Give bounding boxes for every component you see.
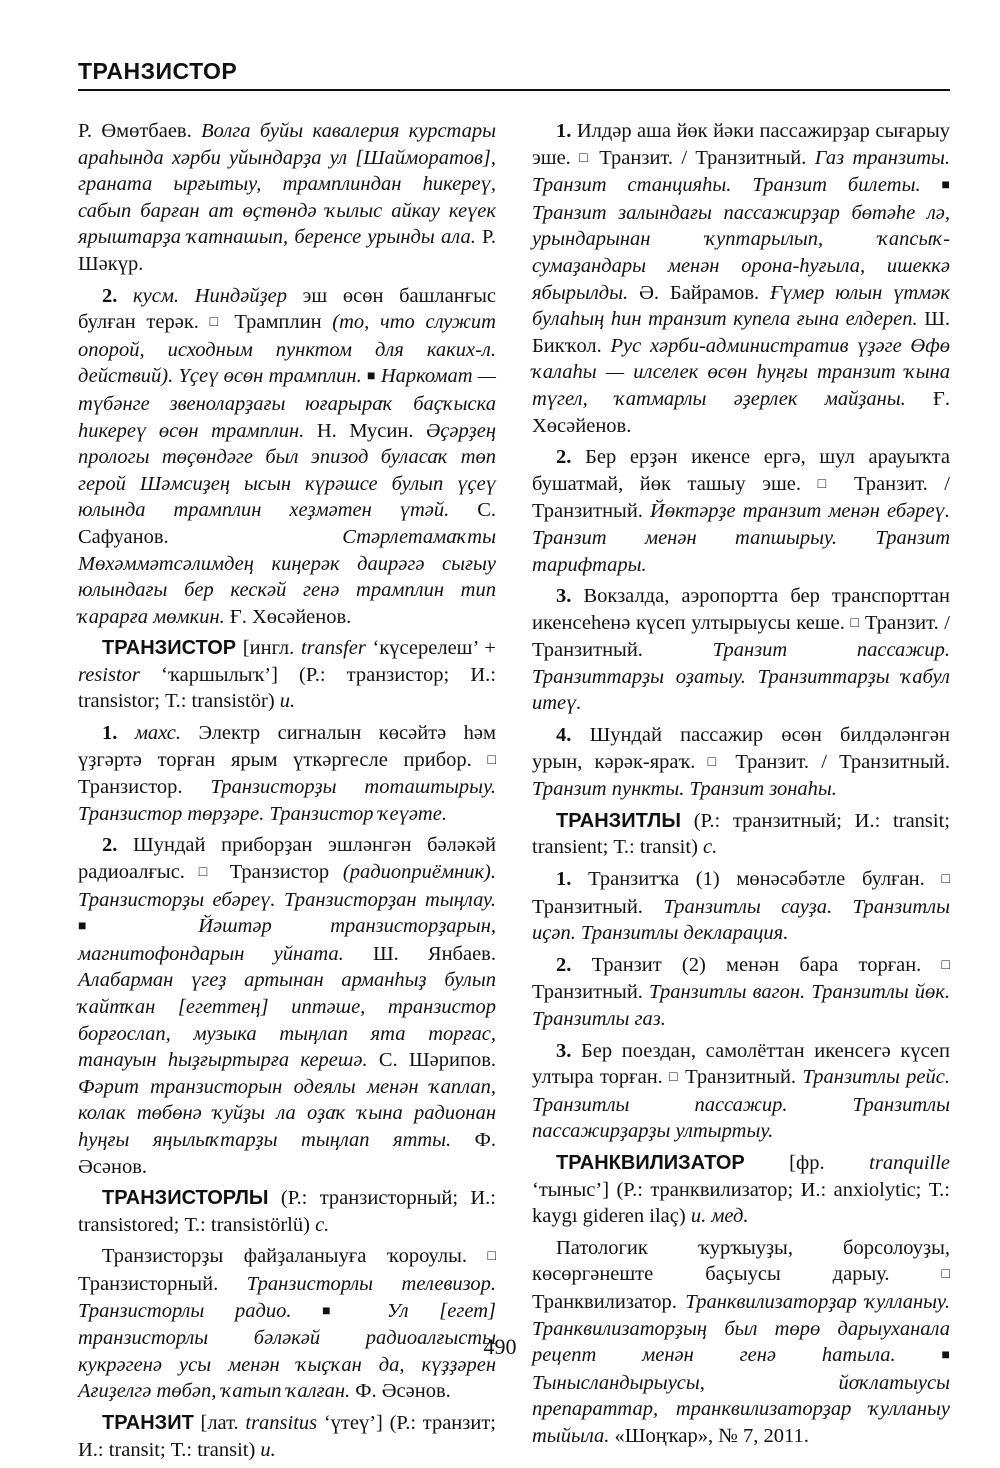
text-run: Транзитный. bbox=[532, 895, 664, 918]
square-marker-icon: □ bbox=[707, 754, 724, 770]
text-run: ‘үтеү’] (Р.: транзит; И.: transit; Т.: transit) bbox=[78, 1411, 497, 1461]
sense-tranzitly-2 bbox=[532, 952, 950, 1033]
text-run: ТРАНКВИЛИЗАТОР bbox=[556, 1151, 745, 1174]
text-run: Электр сигналын көсәйтә һәм үҙгәртә торған ярым үткәргесле прибор. bbox=[78, 722, 496, 771]
text-run: Транзисторный. bbox=[78, 1272, 247, 1295]
text-run: Әҫәрҙең прологы тө bbox=[78, 419, 497, 469]
text-run: 2. bbox=[102, 284, 134, 307]
entry-trampolin-citation bbox=[78, 118, 496, 278]
square-marker-icon: □ bbox=[941, 957, 950, 973]
text-run: ТРАНЗИТ bbox=[102, 1411, 194, 1434]
text-run: Трамплин bbox=[223, 311, 333, 334]
text-run: Бер поездан, самолёттан икенсегә күсеп ултыра торған. bbox=[532, 1039, 950, 1089]
text-run: [фр. bbox=[744, 1151, 870, 1174]
text-run: Шундай пассажир өсөн билдәләнгән урын, кәрәк-яраҡ. bbox=[532, 724, 950, 773]
text-run bbox=[140, 915, 198, 937]
sense-tranzistorly bbox=[78, 1243, 496, 1405]
text-run: 1. bbox=[556, 868, 589, 891]
headword-tranzitly bbox=[532, 808, 950, 861]
text-run: Вокзалда, аэропортта бер транспорттан икенсеһенә күсеп ултырыусы кеше. bbox=[532, 585, 950, 634]
sense-tranzitly-3 bbox=[532, 1038, 950, 1145]
text-run bbox=[921, 174, 942, 196]
text-run: Р. Өмөтбаев. bbox=[78, 120, 202, 142]
black-square-marker-icon: ■ bbox=[941, 1348, 950, 1364]
text-run: Р. Шәкүр. bbox=[78, 226, 496, 275]
headword-trankvilizator bbox=[532, 1150, 950, 1230]
text-run: (то, что служит опорой, исходным пунктом для каких-л. действий). Үҫеү өсөн трамплин. bbox=[78, 311, 496, 388]
text-run: 1. bbox=[556, 120, 577, 142]
square-marker-icon: □ bbox=[198, 865, 216, 881]
text-run: Илдәр аша йөк йәки пассажирҙар сығарыу эше. bbox=[532, 120, 951, 169]
text-run: (радиоприёмник). Транзисторҙы ебәреү. Транзисторҙан тыңлау. bbox=[78, 861, 496, 911]
text-run: 3. bbox=[556, 1039, 582, 1062]
square-marker-icon: □ bbox=[941, 1267, 950, 1283]
text-run: ‘ҡаршылыҡ’] (Р.: транзистор; И.: transistor; Т.: transistör) bbox=[78, 663, 496, 713]
text-run: и. bbox=[279, 690, 296, 713]
text-run: эш өсөн башланғыс булған терәк. bbox=[78, 284, 496, 334]
text-run: и. bbox=[260, 1438, 276, 1461]
left-column bbox=[78, 118, 496, 1468]
text-run: «Шоңҡар», № 7, 2011. bbox=[609, 1424, 809, 1447]
text-run bbox=[179, 285, 195, 307]
text-run: Ф. Әсәнов. bbox=[350, 1380, 451, 1403]
text-run: Бер ерҙән икенсе ергә, шул арауыҡта бушатмай, йөк ташыу эше. bbox=[532, 446, 950, 495]
headword-tranzit bbox=[78, 1410, 496, 1463]
text-run: (Р.: транзитный; И.: transit; transient; Т.: transit) bbox=[532, 809, 950, 859]
text-run: Тынысландырыусы, йоҡлатыусы препараттар, транквилизаторҙар ҡулланыу тыйыла. bbox=[532, 1371, 950, 1447]
text-run: Транзит. / Транзитный. bbox=[723, 750, 951, 773]
text-run: Транзистор bbox=[215, 861, 343, 884]
text-run: resistor bbox=[78, 663, 140, 686]
text-run: Транзит залындағы пассажирҙар бөтәһе лә, урындарынан ҡуптарылып, ҡапсыҡ-сумаҙандары менән орона-һуғыла, ишеккә ябырылды. bbox=[532, 201, 950, 304]
text-run: Транзистор. bbox=[78, 776, 211, 799]
text-run: 2. bbox=[556, 446, 586, 469]
text-run: махс. bbox=[134, 722, 181, 745]
text-run: Транзитҡа (1) мөнәсәбәтле булған. bbox=[588, 868, 942, 891]
page-number: 490 bbox=[483, 1334, 517, 1359]
text-run: Наркомат — түбәнге звеноларҙағы юғарыраҡ баҫҡыска һикереү өсөн трамплин. bbox=[78, 365, 497, 442]
sense-tranzit-2 bbox=[532, 444, 950, 578]
black-square-marker-icon: ■ bbox=[941, 178, 950, 194]
text-run: [лат. bbox=[193, 1411, 246, 1434]
text-run: Ғ. Хөсәйенов. bbox=[532, 387, 950, 437]
text-run: с. bbox=[703, 836, 718, 859]
text-run: transfer bbox=[300, 637, 366, 660]
text-run: с. bbox=[315, 1213, 330, 1236]
text-run: Транзитлы сауҙа. Транзитлы иҫәп. Транзитлы декларация. bbox=[532, 895, 950, 945]
text-run: tranquille bbox=[869, 1151, 950, 1174]
black-square-marker-icon: ■ bbox=[366, 369, 376, 385]
text-run: Фәрит транзисторын одеялы менән ҡаплап, колак төбөнә ҡуйҙы ла оҙаҡ ҡына радионан һуңғы яңылыҡтарҙы тыңлап ятты. bbox=[78, 1075, 496, 1151]
square-marker-icon: □ bbox=[579, 150, 591, 166]
square-marker-icon: □ bbox=[941, 872, 950, 888]
text-run: Транзитный. bbox=[532, 981, 650, 1004]
square-marker-icon: □ bbox=[669, 1070, 679, 1086]
text-run: [ингл. bbox=[236, 637, 301, 660]
text-run: ТРАНЗИСТОР bbox=[102, 637, 237, 660]
text-run: кусм. bbox=[133, 284, 180, 307]
right-column bbox=[532, 118, 950, 1455]
text-run: Н. Мусин. bbox=[304, 419, 427, 442]
text-run: Транзитлы вагон. Транзитлы йөк. Транзитлы газ. bbox=[532, 981, 950, 1030]
sense-trampolin-2 bbox=[78, 283, 496, 631]
text-run: Ш. Бикҡол. bbox=[532, 308, 951, 357]
square-marker-icon: □ bbox=[487, 752, 496, 768]
text-run: Ғ. Хөсәйенов. bbox=[224, 605, 352, 628]
text-run bbox=[291, 1300, 322, 1322]
text-run: Ф. Әсәнов. bbox=[78, 1128, 496, 1178]
text-run: Транзит пункты. Транзит зонаһы. bbox=[532, 778, 837, 801]
running-head-title: ТРАНЗИСТОР bbox=[78, 58, 238, 84]
text-run: Транзит пассажир. Транзиттарҙы оҙатыу. Транзиттарҙы ҡабул итеү. bbox=[532, 639, 950, 715]
text-run: Шундай приборҙан эшләнгән бәләкәй радиоалғыс. bbox=[78, 834, 496, 884]
sense-tranzistor-2 bbox=[78, 832, 496, 1180]
text-run bbox=[356, 1300, 387, 1322]
text-run: 2. bbox=[556, 953, 592, 976]
sense-tranzitly-1 bbox=[532, 866, 950, 947]
text-run: Транзит (2) менән бара торған. bbox=[591, 953, 942, 976]
black-square-marker-icon: ■ bbox=[78, 919, 140, 935]
text-run: ТРАНЗИСТОРЛЫ bbox=[102, 1187, 269, 1210]
text-run: Ш. Янбаев. bbox=[343, 942, 496, 965]
square-marker-icon: □ bbox=[850, 615, 860, 631]
text-run: С. Сафуанов. bbox=[78, 499, 496, 548]
text-run: и. мед. bbox=[690, 1205, 749, 1228]
text-run: (Р.: транзисторный; И.: transistored; Т.: transistörlü) bbox=[78, 1187, 496, 1236]
running-header bbox=[78, 58, 950, 91]
text-run: ‘тыныс’] (Р.: транквилизатор; И.: anxiolytic; Т.: kaygı gideren ilaç) bbox=[532, 1178, 950, 1228]
text-run: Транзисторлы телевизор. Транзисторлы радио. bbox=[78, 1272, 496, 1322]
sense-tranzit-3 bbox=[532, 583, 950, 717]
text-run: Транзит. / Транзитный. bbox=[532, 472, 950, 523]
black-square-marker-icon: ■ bbox=[322, 1303, 357, 1319]
text-run: Ул [егет] транзисторлы бәләкәй радиоалғысты кукрәгенә усы менән ҡыҫҡан да, күҙҙәрен Ағиҙелгә төбәп, ҡатып ҡалған. bbox=[78, 1299, 496, 1403]
text-run: Транзит. / Транзитный. bbox=[590, 146, 815, 169]
square-marker-icon: □ bbox=[817, 476, 838, 492]
square-marker-icon: □ bbox=[487, 1249, 496, 1265]
text-run: transitus bbox=[245, 1411, 318, 1434]
text-run: Транзисторҙы файҙаланыуға ҡороулы. bbox=[102, 1245, 488, 1268]
text-run: 3. bbox=[556, 585, 584, 608]
text-run: Транзитлы рейс. Транзитлы пассажир. Транзитлы пассажирҙарҙы ултыртыу. bbox=[532, 1066, 950, 1143]
text-run: Транзит. / Транзитный. bbox=[532, 611, 950, 662]
text-run: Газ транзиты. Транзит станцияһы. Транзит билеты. bbox=[532, 146, 951, 197]
headword-tranzistorly bbox=[78, 1185, 496, 1238]
text-run: Йөктәрҙе транзит менән ебәреү. Транзит менән тапшырыу. Транзит тарифтары. bbox=[532, 500, 950, 576]
text-run: С. Шәрипов. bbox=[367, 1049, 496, 1072]
text-run: ҫөндәге был эпизод буласаҡ төп герой Шәмсиҙең ысын күрәшсе булып үҫеү юлында трамплин хеҙмәтен үтәй. bbox=[78, 446, 496, 522]
text-run: Стәрлетамаҡты Мөхәммәтсәлимдең киңерәк даирәгә сығыу юлындағы бер кескәй генә трамплин тип ҡарарға мөмкин. bbox=[78, 525, 496, 628]
text-run: 2. bbox=[102, 834, 134, 857]
text-run: 4. bbox=[556, 724, 590, 747]
headword-tranzistor bbox=[78, 635, 496, 715]
text-run: Ә. Байрамов. bbox=[628, 281, 771, 304]
text-run: Рус хәрби-административ үҙәге Өфө ҡалаһы — илселек өсөн һуңғы транзит ҡына түгел, ҡатмарлы әҙерлек майҙаны. bbox=[532, 334, 950, 410]
text-run: Ниндәйҙер bbox=[194, 284, 287, 307]
text-run: Алабарман үгеҙ артынан арманһыҙ булып ҡайтҡан [егеттең] иптәше, транзистор борғослап, музыка тыңлап ята торғас, танауын һыҙғыртырға керешә. bbox=[78, 969, 496, 1072]
text-run: ‘күсерелеш’ + bbox=[365, 637, 496, 660]
sense-tranzit-4 bbox=[532, 722, 950, 803]
text-run: Йәштәр транзисторҙарын, магнитофондарын уйната. bbox=[78, 915, 496, 965]
sense-tranzit-1 bbox=[532, 118, 950, 439]
text-run: Ғүмер юлын үтмәк булаһың һин транзит купела ғына елдереп. bbox=[532, 281, 950, 331]
text-run: Транзитный. bbox=[678, 1066, 803, 1089]
sense-tranzistor-1 bbox=[78, 720, 496, 827]
text-run: Транквилизаторҙар ҡулланыу. Транквилизаторҙың был төрө дарыуханала рецепт менән генә һатыла. bbox=[532, 1290, 950, 1367]
text-run: ТРАНЗИТЛЫ bbox=[556, 809, 681, 832]
text-run: Транквилизатор. bbox=[532, 1290, 686, 1313]
square-marker-icon: □ bbox=[209, 315, 224, 331]
text-run: Патологик ҡурҡыуҙы, борсолоуҙы, көсөргәнеште баҫыусы дарыу. bbox=[532, 1236, 950, 1286]
text-run: Транзисторҙы тоташтырыу. Транзистор төрҙәре. Транзистор ҡеүәте. bbox=[78, 776, 497, 825]
text-run: 1. bbox=[102, 722, 135, 745]
text-run: Волга буйы кавалерия курстары араһында хәрби уйындарҙа ул [Шайморатов], граната ырғытыу, трамплиндан һикереү, сабып барған ат өҫтөндә ҡылыс айкау кеүек ярыштарҙа ҡатнашып, беренсе урынды ала. bbox=[78, 120, 496, 249]
